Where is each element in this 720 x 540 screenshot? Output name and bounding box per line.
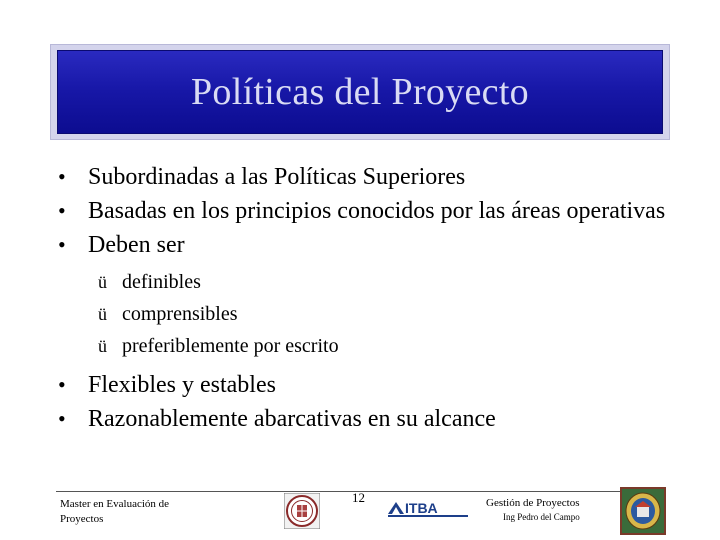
sub-bullet-item xyxy=(58,266,678,298)
sub-bullet-item xyxy=(58,298,678,330)
sub-bullet-list xyxy=(58,266,678,362)
title-frame xyxy=(50,44,670,140)
itba-logo-text: ITBA xyxy=(405,500,438,516)
footer-course-line2: Proyectos xyxy=(60,513,104,525)
footer-author: Ing Pedro del Campo xyxy=(503,512,580,522)
bullet-dot-icon: • xyxy=(58,406,66,431)
institution-crest-logo xyxy=(620,487,666,535)
bullet-item xyxy=(58,402,678,436)
sub-bullet-text: comprensibles xyxy=(122,303,238,325)
title-box xyxy=(57,50,663,134)
bullet-item xyxy=(58,160,678,194)
page-number: 12 xyxy=(352,490,365,505)
bullet-dot-icon: • xyxy=(58,164,66,189)
university-seal-logo xyxy=(284,493,320,529)
itba-logo xyxy=(388,498,468,520)
bullet-item xyxy=(58,194,678,228)
bullet-text: Flexibles y estables xyxy=(88,372,276,398)
bullet-dot-icon: • xyxy=(58,198,66,223)
bullet-dot-icon: • xyxy=(58,372,66,397)
footer-course-line1: Master en Evaluación de xyxy=(60,498,170,510)
bullet-text: Basadas en los principios conocidos por las áreas operativas xyxy=(88,198,666,224)
checkmark-icon: ü xyxy=(98,336,107,356)
sub-bullet-text: preferiblemente por escrito xyxy=(122,335,339,357)
bullet-dot-icon: • xyxy=(58,232,66,257)
bullet-text: Deben ser xyxy=(88,232,185,258)
bullet-text: Razonablemente abarcativas en su alcance xyxy=(88,406,496,432)
slide-title: Políticas del Proyecto xyxy=(191,71,529,113)
sub-bullet-text: definibles xyxy=(122,271,201,293)
sub-bullet-item xyxy=(58,330,678,362)
bullet-item xyxy=(58,368,678,402)
bullet-text: Subordinadas a las Políticas Superiores xyxy=(88,164,466,190)
footer-subject: Gestión de Proyectos xyxy=(486,497,580,509)
footer-left xyxy=(60,497,210,527)
bullet-list xyxy=(58,160,678,436)
bullet-item xyxy=(58,228,678,262)
checkmark-icon: ü xyxy=(98,272,107,292)
checkmark-icon: ü xyxy=(98,304,107,324)
